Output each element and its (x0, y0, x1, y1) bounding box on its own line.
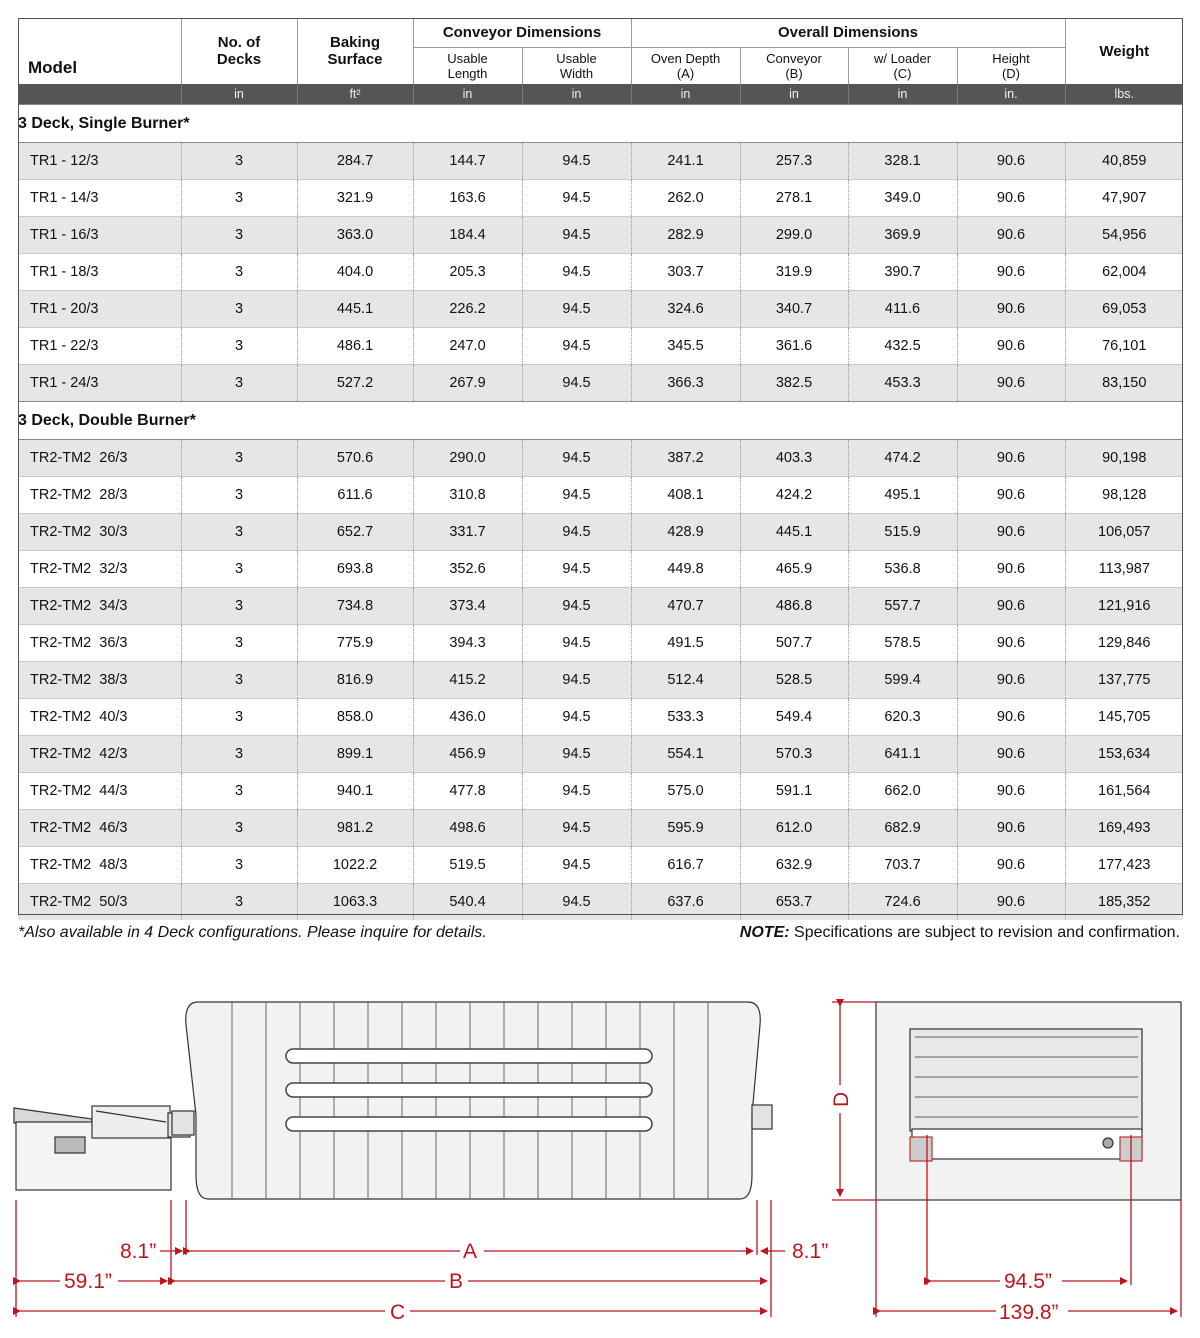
value-cell: 3 (181, 440, 297, 477)
model-cell: TR2-TM2 48/3 (18, 847, 181, 884)
table-row (18, 588, 1183, 625)
table-row (18, 291, 1183, 328)
value-cell: 477.8 (413, 773, 522, 810)
model-cell: TR2-TM2 40/3 (18, 699, 181, 736)
value-cell: 486.1 (297, 328, 413, 365)
value-cell: 599.4 (848, 662, 957, 699)
value-cell: 474.2 (848, 440, 957, 477)
section-header (18, 105, 1183, 143)
value-cell: 775.9 (297, 625, 413, 662)
value-cell: 40,859 (1065, 143, 1183, 180)
value-cell: 113,987 (1065, 551, 1183, 588)
value-cell: 3 (181, 291, 297, 328)
table-row (18, 217, 1183, 254)
value-cell: 94.5 (522, 551, 631, 588)
value-cell: 94.5 (522, 773, 631, 810)
dim-label-a: A (463, 1240, 478, 1263)
value-cell: 3 (181, 254, 297, 291)
value-cell: 3 (181, 143, 297, 180)
value-cell: 98,128 (1065, 477, 1183, 514)
value-cell: 3 (181, 810, 297, 847)
value-cell: 90.6 (957, 217, 1065, 254)
value-cell: 445.1 (297, 291, 413, 328)
value-cell: 620.3 (848, 699, 957, 736)
value-cell: 693.8 (297, 551, 413, 588)
value-cell: 578.5 (848, 625, 957, 662)
table-row (18, 810, 1183, 847)
unit-cell: ft² (297, 84, 413, 105)
model-cell: TR2-TM2 50/3 (18, 884, 181, 921)
value-cell: 432.5 (848, 328, 957, 365)
note (740, 924, 1180, 942)
dim-overall-width: 139.8” (999, 1301, 1059, 1324)
table-row (18, 514, 1183, 551)
value-cell: 390.7 (848, 254, 957, 291)
value-cell: 90.6 (957, 440, 1065, 477)
model-cell: TR2-TM2 34/3 (18, 588, 181, 625)
value-cell: 533.3 (631, 699, 740, 736)
dim-label-b: B (449, 1270, 464, 1293)
value-cell: 612.0 (740, 810, 848, 847)
value-cell: 415.2 (413, 662, 522, 699)
model-cell: TR1 - 18/3 (18, 254, 181, 291)
model-cell: TR1 - 24/3 (18, 365, 181, 402)
value-cell: 349.0 (848, 180, 957, 217)
value-cell: 595.9 (631, 810, 740, 847)
oven-dimension-diagram (0, 985, 1200, 1338)
value-cell: 549.4 (740, 699, 848, 736)
value-cell: 90.6 (957, 662, 1065, 699)
header-model: Model (28, 58, 78, 77)
value-cell: 3 (181, 217, 297, 254)
header-decks: No. of Decks (181, 18, 297, 84)
value-cell: 816.9 (297, 662, 413, 699)
value-cell: 554.1 (631, 736, 740, 773)
value-cell: 3 (181, 773, 297, 810)
table-row (18, 328, 1183, 365)
value-cell: 382.5 (740, 365, 848, 402)
value-cell: 290.0 (413, 440, 522, 477)
unit-cell: lbs. (1065, 84, 1183, 105)
dim-right-gap: 8.1” (792, 1240, 829, 1263)
value-cell: 90.6 (957, 884, 1065, 921)
value-cell: 575.0 (631, 773, 740, 810)
value-cell: 428.9 (631, 514, 740, 551)
value-cell: 94.5 (522, 736, 631, 773)
header-baking-surface: Baking Surface (297, 18, 413, 84)
value-cell: 519.5 (413, 847, 522, 884)
value-cell: 321.9 (297, 180, 413, 217)
value-cell: 94.5 (522, 328, 631, 365)
value-cell: 90.6 (957, 180, 1065, 217)
value-cell: 387.2 (631, 440, 740, 477)
value-cell: 257.3 (740, 143, 848, 180)
value-cell: 47,907 (1065, 180, 1183, 217)
header-usable-length: Usable Length (413, 48, 522, 85)
unit-cell: in (522, 84, 631, 105)
model-cell: TR1 - 22/3 (18, 328, 181, 365)
value-cell: 3 (181, 625, 297, 662)
value-cell: 54,956 (1065, 217, 1183, 254)
units-row (18, 84, 1183, 105)
value-cell: 324.6 (631, 291, 740, 328)
value-cell: 3 (181, 514, 297, 551)
note-label: NOTE: (739, 924, 790, 941)
footnote: *Also available in 4 Deck configurations. Please inquire for details. (18, 924, 487, 941)
model-cell: TR1 - 16/3 (18, 217, 181, 254)
value-cell: 94.5 (522, 180, 631, 217)
value-cell: 282.9 (631, 217, 740, 254)
value-cell: 129,846 (1065, 625, 1183, 662)
value-cell: 340.7 (740, 291, 848, 328)
model-cell: TR2-TM2 44/3 (18, 773, 181, 810)
value-cell: 1022.2 (297, 847, 413, 884)
spec-table (18, 18, 1183, 920)
header-conveyor-group: Conveyor Dimensions (413, 18, 631, 48)
value-cell: 352.6 (413, 551, 522, 588)
header-overall-group: Overall Dimensions (631, 18, 1065, 48)
value-cell: 241.1 (631, 143, 740, 180)
value-cell: 145,705 (1065, 699, 1183, 736)
value-cell: 703.7 (848, 847, 957, 884)
table-row (18, 440, 1183, 477)
value-cell: 345.5 (631, 328, 740, 365)
value-cell: 858.0 (297, 699, 413, 736)
value-cell: 284.7 (297, 143, 413, 180)
value-cell: 226.2 (413, 291, 522, 328)
table-row (18, 143, 1183, 180)
model-cell: TR2-TM2 32/3 (18, 551, 181, 588)
unit-cell (18, 84, 181, 105)
table-row (18, 625, 1183, 662)
value-cell: 90.6 (957, 699, 1065, 736)
table-row (18, 884, 1183, 921)
value-cell: 328.1 (848, 143, 957, 180)
value-cell: 83,150 (1065, 365, 1183, 402)
value-cell: 90.6 (957, 625, 1065, 662)
value-cell: 394.3 (413, 625, 522, 662)
table-row (18, 662, 1183, 699)
value-cell: 144.7 (413, 143, 522, 180)
value-cell: 512.4 (631, 662, 740, 699)
value-cell: 90,198 (1065, 440, 1183, 477)
value-cell: 262.0 (631, 180, 740, 217)
value-cell: 404.0 (297, 254, 413, 291)
value-cell: 3 (181, 365, 297, 402)
value-cell: 94.5 (522, 514, 631, 551)
value-cell: 3 (181, 551, 297, 588)
header-oven-depth: Oven Depth (A) (631, 48, 740, 85)
value-cell: 3 (181, 180, 297, 217)
value-cell: 169,493 (1065, 810, 1183, 847)
oven-front-drawing (876, 1002, 1181, 1200)
value-cell: 3 (181, 736, 297, 773)
value-cell: 90.6 (957, 477, 1065, 514)
dim-conveyor-width: 94.5” (1004, 1270, 1052, 1293)
value-cell: 90.6 (957, 773, 1065, 810)
model-cell: TR2-TM2 30/3 (18, 514, 181, 551)
value-cell: 94.5 (522, 291, 631, 328)
value-cell: 153,634 (1065, 736, 1183, 773)
value-cell: 641.1 (848, 736, 957, 773)
value-cell: 536.8 (848, 551, 957, 588)
value-cell: 453.3 (848, 365, 957, 402)
value-cell: 163.6 (413, 180, 522, 217)
value-cell: 106,057 (1065, 514, 1183, 551)
table-row (18, 773, 1183, 810)
value-cell: 445.1 (740, 514, 848, 551)
value-cell: 616.7 (631, 847, 740, 884)
value-cell: 161,564 (1065, 773, 1183, 810)
value-cell: 470.7 (631, 588, 740, 625)
value-cell: 528.5 (740, 662, 848, 699)
value-cell: 981.2 (297, 810, 413, 847)
value-cell: 185,352 (1065, 884, 1183, 921)
value-cell: 491.5 (631, 625, 740, 662)
value-cell: 319.9 (740, 254, 848, 291)
value-cell: 90.6 (957, 810, 1065, 847)
value-cell: 90.6 (957, 254, 1065, 291)
table-row (18, 847, 1183, 884)
value-cell: 247.0 (413, 328, 522, 365)
model-cell: TR2-TM2 38/3 (18, 662, 181, 699)
value-cell: 366.3 (631, 365, 740, 402)
header-weight: Weight (1065, 18, 1183, 84)
model-cell: TR2-TM2 28/3 (18, 477, 181, 514)
value-cell: 94.5 (522, 884, 631, 921)
value-cell: 90.6 (957, 365, 1065, 402)
value-cell: 527.2 (297, 365, 413, 402)
value-cell: 899.1 (297, 736, 413, 773)
value-cell: 205.3 (413, 254, 522, 291)
value-cell: 90.6 (957, 847, 1065, 884)
value-cell: 94.5 (522, 588, 631, 625)
value-cell: 76,101 (1065, 328, 1183, 365)
value-cell: 94.5 (522, 217, 631, 254)
dim-label-c: C (390, 1301, 406, 1324)
value-cell: 361.6 (740, 328, 848, 365)
unit-cell: in (848, 84, 957, 105)
value-cell: 724.6 (848, 884, 957, 921)
value-cell: 90.6 (957, 588, 1065, 625)
value-cell: 69,053 (1065, 291, 1183, 328)
value-cell: 90.6 (957, 514, 1065, 551)
value-cell: 3 (181, 699, 297, 736)
value-cell: 424.2 (740, 477, 848, 514)
section-header (18, 402, 1183, 440)
table-row (18, 699, 1183, 736)
value-cell: 94.5 (522, 365, 631, 402)
value-cell: 637.6 (631, 884, 740, 921)
table-row (18, 365, 1183, 402)
value-cell: 682.9 (848, 810, 957, 847)
value-cell: 3 (181, 328, 297, 365)
value-cell: 403.3 (740, 440, 848, 477)
table-row (18, 551, 1183, 588)
value-cell: 3 (181, 477, 297, 514)
value-cell: 486.8 (740, 588, 848, 625)
table-row (18, 180, 1183, 217)
header-height: Height (D) (957, 48, 1065, 85)
value-cell: 734.8 (297, 588, 413, 625)
value-cell: 331.7 (413, 514, 522, 551)
table-row (18, 477, 1183, 514)
value-cell: 369.9 (848, 217, 957, 254)
value-cell: 303.7 (631, 254, 740, 291)
table-row (18, 736, 1183, 773)
value-cell: 121,916 (1065, 588, 1183, 625)
header-usable-width: Usable Width (522, 48, 631, 85)
value-cell: 90.6 (957, 551, 1065, 588)
value-cell: 940.1 (297, 773, 413, 810)
value-cell: 456.9 (413, 736, 522, 773)
unit-cell: in. (957, 84, 1065, 105)
value-cell: 570.6 (297, 440, 413, 477)
header-conveyor: Conveyor (B) (740, 48, 848, 85)
value-cell: 1063.3 (297, 884, 413, 921)
value-cell: 408.1 (631, 477, 740, 514)
unit-cell: in (631, 84, 740, 105)
unit-cell: in (181, 84, 297, 105)
value-cell: 90.6 (957, 143, 1065, 180)
value-cell: 310.8 (413, 477, 522, 514)
value-cell: 436.0 (413, 699, 522, 736)
value-cell: 94.5 (522, 254, 631, 291)
oven-side-drawing (172, 1002, 772, 1338)
loader-drawing (14, 1106, 190, 1190)
model-cell: TR1 - 20/3 (18, 291, 181, 328)
section-title: 3 Deck, Double Burner* (18, 402, 1183, 440)
value-cell: 177,423 (1065, 847, 1183, 884)
unit-cell: in (740, 84, 848, 105)
value-cell: 653.7 (740, 884, 848, 921)
value-cell: 3 (181, 588, 297, 625)
value-cell: 3 (181, 847, 297, 884)
model-cell: TR2-TM2 36/3 (18, 625, 181, 662)
value-cell: 507.7 (740, 625, 848, 662)
value-cell: 373.4 (413, 588, 522, 625)
value-cell: 557.7 (848, 588, 957, 625)
value-cell: 90.6 (957, 736, 1065, 773)
value-cell: 495.1 (848, 477, 957, 514)
dim-left-gap: 8.1” (120, 1240, 157, 1263)
value-cell: 94.5 (522, 699, 631, 736)
model-cell: TR1 - 14/3 (18, 180, 181, 217)
value-cell: 94.5 (522, 440, 631, 477)
dim-loader: 59.1” (64, 1270, 112, 1293)
value-cell: 94.5 (522, 477, 631, 514)
table-row (18, 254, 1183, 291)
value-cell: 94.5 (522, 625, 631, 662)
value-cell: 62,004 (1065, 254, 1183, 291)
value-cell: 570.3 (740, 736, 848, 773)
model-cell: TR2-TM2 46/3 (18, 810, 181, 847)
value-cell: 465.9 (740, 551, 848, 588)
value-cell: 90.6 (957, 291, 1065, 328)
value-cell: 299.0 (740, 217, 848, 254)
model-cell: TR1 - 12/3 (18, 143, 181, 180)
value-cell: 449.8 (631, 551, 740, 588)
value-cell: 90.6 (957, 328, 1065, 365)
value-cell: 94.5 (522, 810, 631, 847)
value-cell: 267.9 (413, 365, 522, 402)
value-cell: 363.0 (297, 217, 413, 254)
model-cell: TR2-TM2 26/3 (18, 440, 181, 477)
value-cell: 3 (181, 884, 297, 921)
value-cell: 94.5 (522, 143, 631, 180)
value-cell: 3 (181, 662, 297, 699)
value-cell: 611.6 (297, 477, 413, 514)
value-cell: 94.5 (522, 662, 631, 699)
value-cell: 632.9 (740, 847, 848, 884)
value-cell: 137,775 (1065, 662, 1183, 699)
value-cell: 94.5 (522, 847, 631, 884)
note-text: Specifications are subject to revision and confirmation. (789, 924, 1180, 941)
header-loader: w/ Loader (C) (848, 48, 957, 85)
value-cell: 591.1 (740, 773, 848, 810)
value-cell: 411.6 (848, 291, 957, 328)
model-cell: TR2-TM2 42/3 (18, 736, 181, 773)
unit-cell: in (413, 84, 522, 105)
value-cell: 662.0 (848, 773, 957, 810)
value-cell: 652.7 (297, 514, 413, 551)
value-cell: 540.4 (413, 884, 522, 921)
dim-label-d: D (830, 1091, 853, 1107)
value-cell: 515.9 (848, 514, 957, 551)
value-cell: 498.6 (413, 810, 522, 847)
value-cell: 184.4 (413, 217, 522, 254)
value-cell: 278.1 (740, 180, 848, 217)
section-title: 3 Deck, Single Burner* (18, 105, 1183, 143)
